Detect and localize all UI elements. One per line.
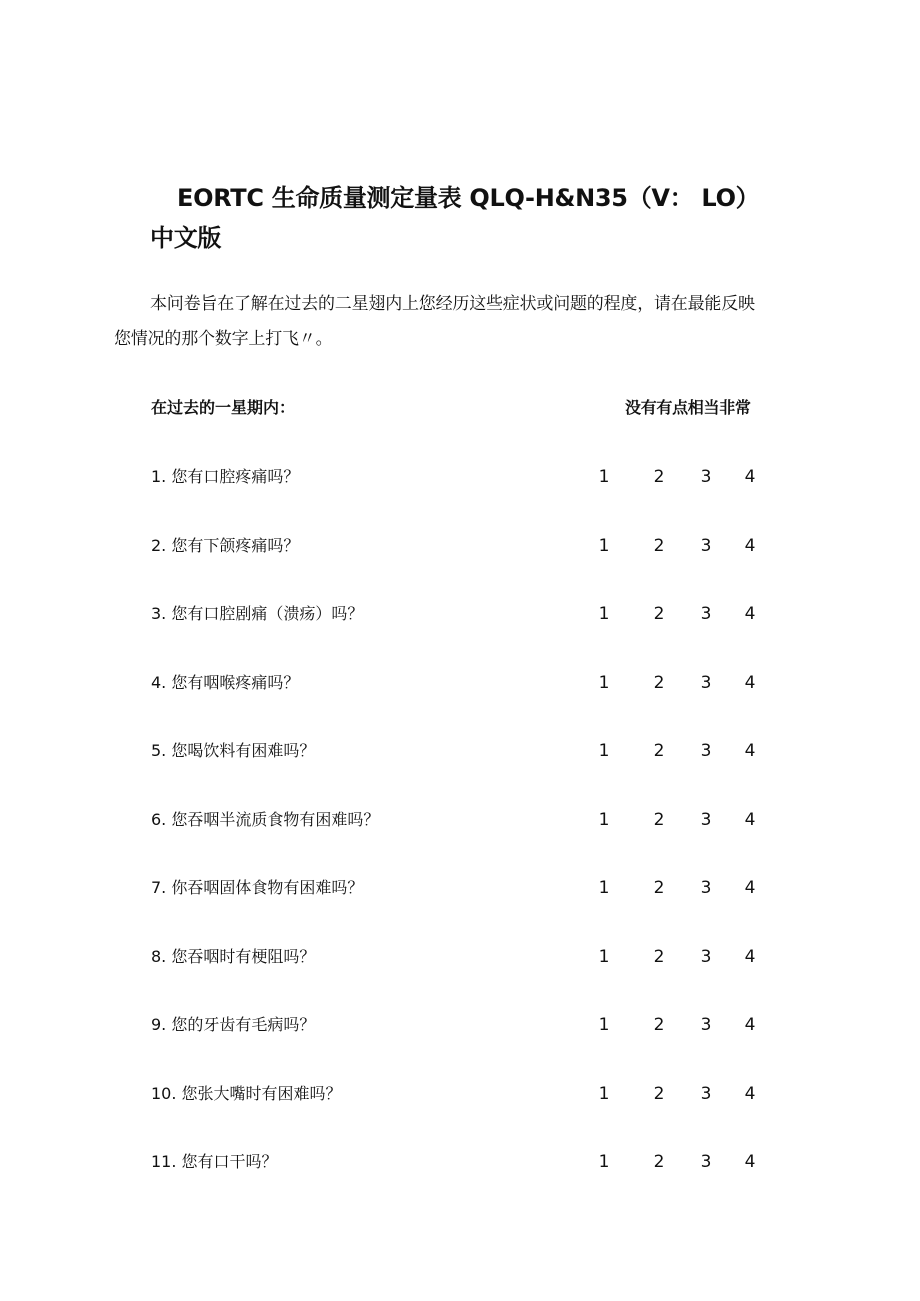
option-4[interactable]: 4 — [744, 1084, 756, 1104]
option-3[interactable]: 3 — [700, 536, 712, 556]
question-row — [0, 806, 920, 834]
option-1[interactable]: 1 — [598, 1084, 610, 1104]
option-4[interactable]: 4 — [744, 673, 756, 693]
question-row — [0, 1011, 920, 1039]
option-4[interactable]: 4 — [744, 1015, 756, 1035]
question-text: 5. 您喝饮料有困难吗？ — [151, 741, 316, 760]
option-4[interactable]: 4 — [744, 467, 756, 487]
question-row — [0, 737, 920, 765]
option-2[interactable]: 2 — [653, 604, 665, 624]
option-3[interactable]: 3 — [700, 1015, 712, 1035]
option-3[interactable]: 3 — [700, 1084, 712, 1104]
question-text: 7. 你吞咽固体食物有困难吗？ — [151, 878, 364, 897]
option-3[interactable]: 3 — [700, 947, 712, 967]
option-1[interactable]: 1 — [598, 1152, 610, 1172]
page-title: EORTC 生命质量测定量表 QLQ-H&N35（V： LO）中文版 — [150, 184, 760, 252]
question-text: 3. 您有口腔剧痛（溃疡）吗？ — [151, 604, 364, 623]
question-text: 11. 您有口干吗？ — [151, 1152, 278, 1171]
option-3[interactable]: 3 — [700, 673, 712, 693]
question-text: 2. 您有下颌疼痛吗？ — [151, 536, 300, 555]
question-row — [0, 532, 920, 560]
option-1[interactable]: 1 — [598, 604, 610, 624]
question-text: 6. 您吞咽半流质食物有困难吗？ — [151, 810, 380, 829]
option-4[interactable]: 4 — [744, 947, 756, 967]
option-2[interactable]: 2 — [653, 673, 665, 693]
option-2[interactable]: 2 — [653, 467, 665, 487]
question-text: 1. 您有口腔疼痛吗？ — [151, 467, 300, 486]
question-row — [0, 669, 920, 697]
option-1[interactable]: 1 — [598, 878, 610, 898]
option-3[interactable]: 3 — [700, 467, 712, 487]
option-2[interactable]: 2 — [653, 947, 665, 967]
question-row — [0, 600, 920, 628]
question-row — [0, 1148, 920, 1176]
option-1[interactable]: 1 — [598, 1015, 610, 1035]
option-1[interactable]: 1 — [598, 947, 610, 967]
option-1[interactable]: 1 — [598, 536, 610, 556]
option-1[interactable]: 1 — [598, 467, 610, 487]
option-2[interactable]: 2 — [653, 1084, 665, 1104]
question-row — [0, 874, 920, 902]
question-row — [0, 1080, 920, 1108]
option-1[interactable]: 1 — [598, 810, 610, 830]
option-2[interactable]: 2 — [653, 741, 665, 761]
option-2[interactable]: 2 — [653, 536, 665, 556]
instructions-paragraph: 本问卷旨在了解在过去的二星翅内上您经历这些症状或问题的程度，请在最能反映您情况的那个数字上打飞〃。 — [114, 294, 755, 349]
question-text: 8. 您吞咽时有梗阻吗？ — [151, 947, 316, 966]
option-4[interactable]: 4 — [744, 878, 756, 898]
question-text: 9. 您的牙齿有毛病吗？ — [151, 1015, 316, 1034]
option-1[interactable]: 1 — [598, 741, 610, 761]
option-2[interactable]: 2 — [653, 1152, 665, 1172]
option-4[interactable]: 4 — [744, 741, 756, 761]
option-2[interactable]: 2 — [653, 878, 665, 898]
option-3[interactable]: 3 — [700, 810, 712, 830]
option-4[interactable]: 4 — [744, 604, 756, 624]
option-2[interactable]: 2 — [653, 1015, 665, 1035]
option-3[interactable]: 3 — [700, 741, 712, 761]
option-4[interactable]: 4 — [744, 810, 756, 830]
option-1[interactable]: 1 — [598, 673, 610, 693]
option-3[interactable]: 3 — [700, 878, 712, 898]
option-4[interactable]: 4 — [744, 1152, 756, 1172]
option-3[interactable]: 3 — [700, 1152, 712, 1172]
question-row — [0, 943, 920, 971]
period-label: 在过去的一星期内： — [151, 398, 296, 417]
option-4[interactable]: 4 — [744, 536, 756, 556]
scale-header: 没有有点相当非常 — [625, 398, 751, 417]
question-text: 10. 您张大嘴时有困难吗？ — [151, 1084, 342, 1103]
question-text: 4. 您有咽喉疼痛吗？ — [151, 673, 300, 692]
question-row — [0, 463, 920, 491]
option-3[interactable]: 3 — [700, 604, 712, 624]
option-2[interactable]: 2 — [653, 810, 665, 830]
